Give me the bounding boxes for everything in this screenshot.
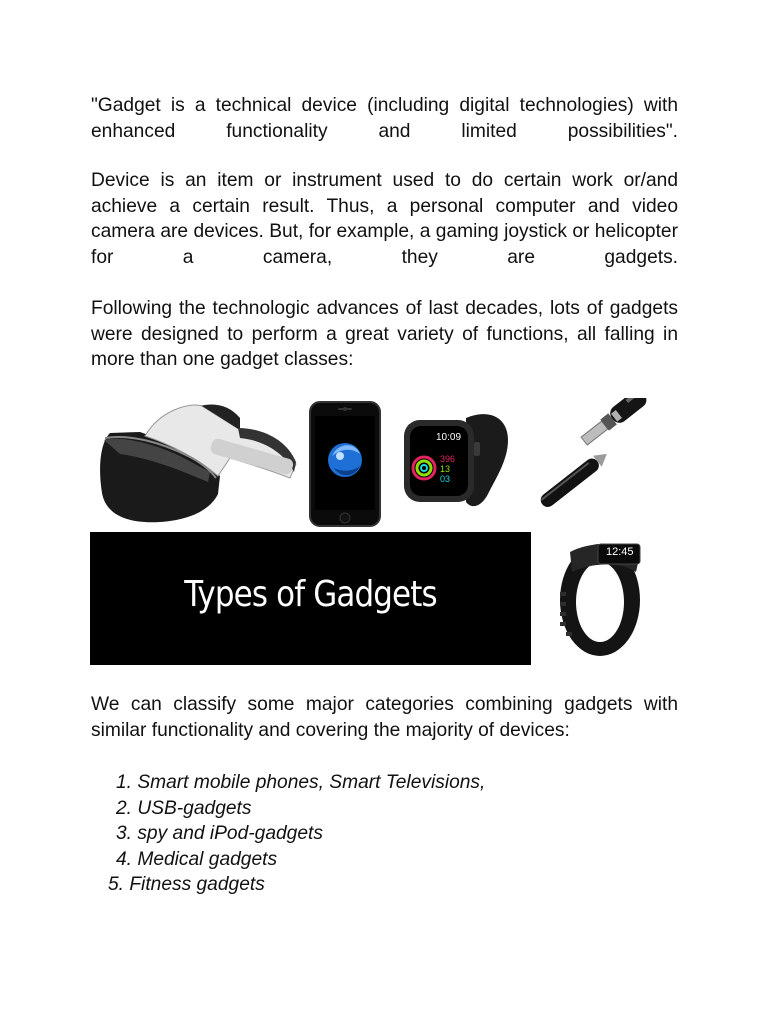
types-of-gadgets-banner <box>90 532 531 665</box>
watch-stat-2: 13 <box>440 464 451 474</box>
band-time: 12:45 <box>606 546 634 558</box>
paragraph-gadget-definition: "Gadget is a technical device (including digital technologies) with enhanced functionality and limited possibilities". <box>91 95 678 142</box>
list-item: 5. Fitness gadgets <box>108 874 265 896</box>
list-item: 2. USB-gadgets <box>116 797 252 819</box>
smartphone-image <box>302 398 398 528</box>
watch-stat-1: 396 <box>440 454 456 464</box>
fitness-band-image <box>542 532 678 662</box>
banner-title: Types of Gadgets <box>184 574 437 615</box>
smartwatch-icon <box>400 398 512 526</box>
list-item: 3. spy and iPod-gadgets <box>116 823 323 845</box>
watch-stat-3: 03 <box>440 474 451 484</box>
vr-headset-icon <box>90 398 302 526</box>
smartphone-icon <box>302 398 398 528</box>
watch-time: 10:09 <box>436 432 462 443</box>
list-item: 1. Smart mobile phones, Smart Televisions, <box>116 772 486 793</box>
usb-pen-image <box>518 398 680 526</box>
gadgets-collage <box>90 398 680 668</box>
smartwatch-image <box>400 398 512 526</box>
paragraph-technologic-advances: Following the technologic advances of last decades, lots of gadgets were designed to perform a great variety of functions, all falling in more than one gadget classes: <box>91 298 678 370</box>
paragraph-categories-intro: We can classify some major categories combining gadgets with similar functionality and covering the majority of devices: <box>91 694 678 741</box>
paragraph-device-definition: Device is an item or instrument used to do certain work or/and achieve a certain result. Thus, a personal computer and video camera are devices. But, for example, a gaming joystick or helicopter for a camera, they are gadgets. <box>91 170 678 268</box>
vr-headset-image <box>90 398 302 526</box>
usb-pen-icon <box>518 398 680 526</box>
list-item: 4. Medical gadgets <box>116 848 278 870</box>
